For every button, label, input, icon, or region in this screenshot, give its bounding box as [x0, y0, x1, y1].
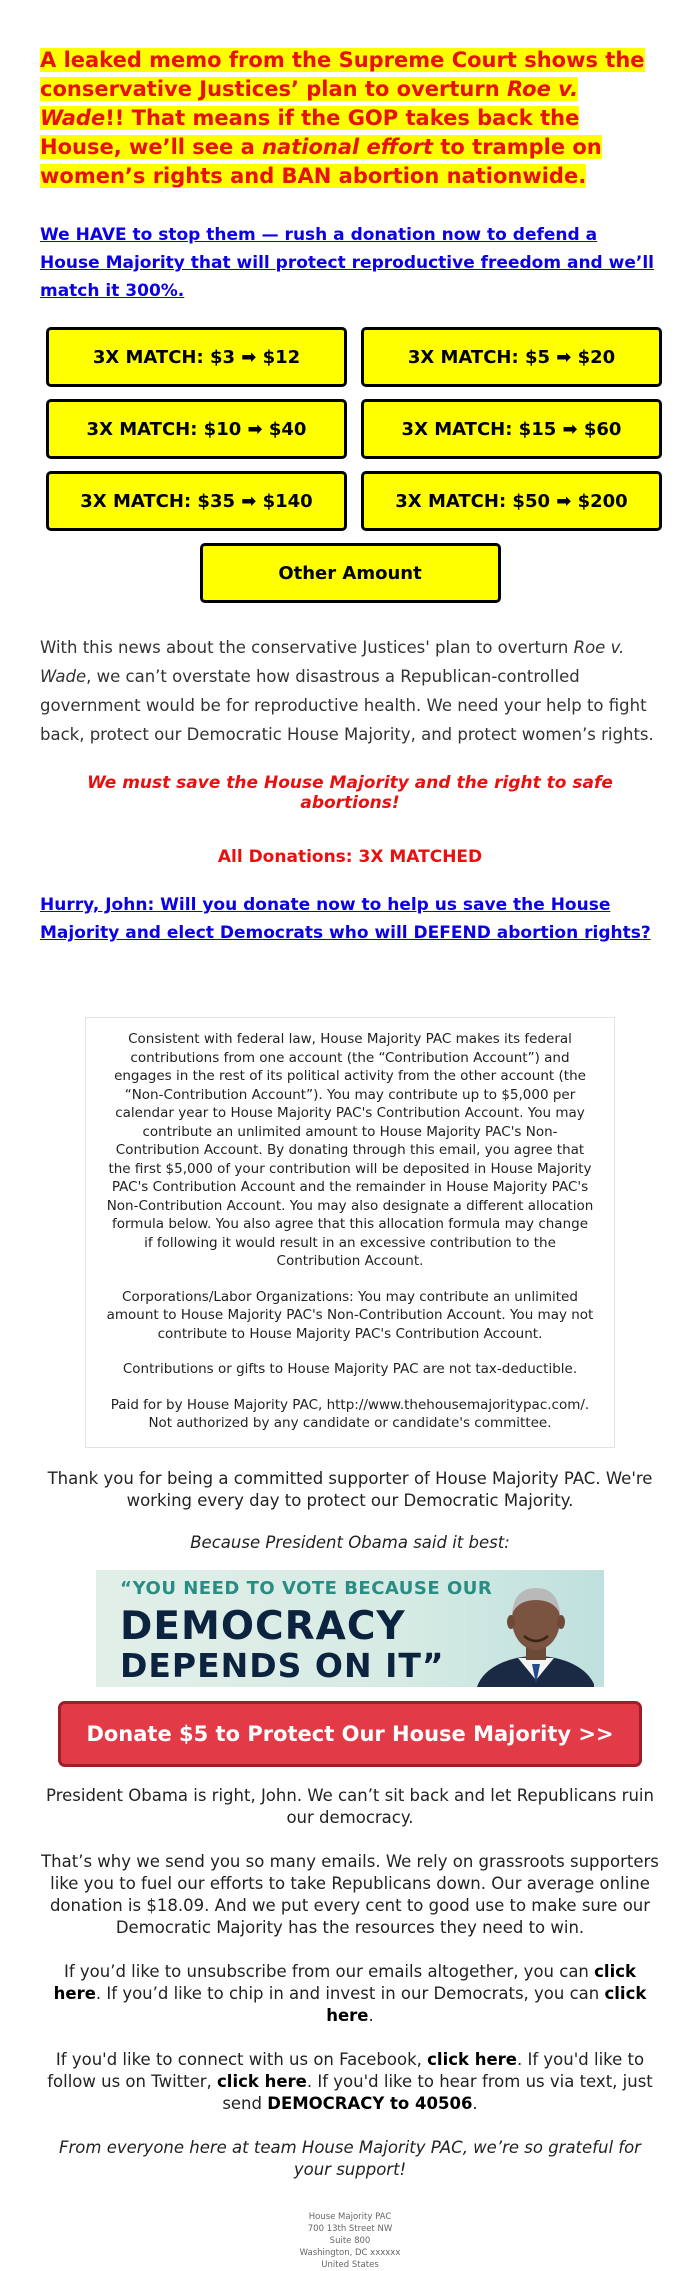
match-button-35[interactable]: 3X MATCH: $35 ➡ $140 [46, 471, 347, 531]
unsubscribe-text-1: If you’d like to unsubscribe from our emails altogether, you can [63, 1961, 595, 1981]
social-text-4: . [472, 2093, 478, 2113]
donation-button-grid [40, 327, 660, 531]
unsubscribe-text-2: . If you’d like to chip in and invest in our Democrats, you can [95, 1983, 605, 2003]
disclaimer-corporations: Corporations/Labor Organizations: You may contribute an unlimited amount to House Majority PAC's Non-Contribution Account. You may not contribute to House Majority PAC's Contribution Account. [106, 1288, 594, 1342]
closing-obama-right: President Obama is right, John. We can’t sit back and let Republicans ruin our democracy. [46, 1785, 654, 1827]
chip-in-link[interactable]: click here [326, 1983, 647, 2025]
body-text-1: With this news about the conservative Justices' plan to overturn [40, 638, 574, 657]
other-amount-button[interactable]: Other Amount [200, 543, 501, 603]
disclaimer-paid-for: Paid for by House Majority PAC, http://www.thehousemajoritypac.com/. Not authorized by any candidate or candidate's committee. [110, 1396, 590, 1431]
intro-donate-link[interactable]: We HAVE to stop them — rush a donation now to defend a House Majority that will protect reproductive freedom and we’ll match it 300%. [40, 225, 654, 301]
address-line-street: 700 13th Street NW [307, 2223, 393, 2234]
headline-roe: Roe v. Wade [40, 77, 579, 130]
headline-text-2: !! That means if the GOP takes back the House, we’ll see a [40, 106, 580, 159]
disclaimer-contribution-accounts: Consistent with federal law, House Majority PAC makes its federal contributions from one account (the “Contribution Account”) and engages in the rest of its political activity from the other account (the “Non-Contribution Account”). You may contribute up to $5,000 per calendar year to House Majority PAC's Contribution Account. You may contribute an unlimited amount to House Majority PAC's Non-Contribution Account. By donating through this email, you agree that the first $5,000 of your contribution will be deposited in House Majority PAC's Contribution Account and the remainder in House Majority PAC's Non-Contribution Account. You may also designate a different allocation formula below. You also agree that this allocation formula may change if following it would result in an excessive contribution to the Contribution Account. [106, 1031, 594, 1269]
closing-section [40, 1785, 660, 2181]
donate-5-button[interactable]: Donate $5 to Protect Our House Majority >> [58, 1701, 642, 1767]
closing-signoff: From everyone here at team House Majority PAC, we’re so grateful for your support! [59, 2137, 641, 2179]
save-majority-line: We must save the House Majority and the right to safe abortions! [87, 773, 613, 813]
address-line-suite: Suite 800 [329, 2235, 371, 2246]
banner-line-2: DEMOCRACY [120, 1603, 406, 1649]
match-button-15[interactable]: 3X MATCH: $15 ➡ $60 [361, 399, 662, 459]
address-line-city: Washington, DC xxxxxx [299, 2247, 401, 2258]
social-text-2: . If you'd like to follow us on Twitter, [47, 2049, 645, 2091]
other-amount-row [40, 543, 660, 603]
obama-quote-banner[interactable] [96, 1570, 604, 1687]
closing-emails-explainer: That’s why we send you so many emails. We rely on grassroots supporters like you to fuel our efforts to take Republicans down. Our average online donation is $18.09. And we put every cent to good use to make sure our Democratic Majority has the resources they need to win. [41, 1851, 659, 1937]
social-text-3: . If you'd like to hear from us via text, just send [222, 2071, 653, 2113]
banner-line-1: “YOU NEED TO VOTE BECAUSE OUR [120, 1577, 493, 1599]
unsubscribe-link[interactable]: click here [53, 1961, 636, 2003]
social-text-1: If you'd like to connect with us on Facebook, [55, 2049, 428, 2069]
mailing-address [40, 2211, 660, 2271]
match-button-50[interactable]: 3X MATCH: $50 ➡ $200 [361, 471, 662, 531]
thanks-text: Thank you for being a committed supporter of House Majority PAC. We're working every day to protect our Democratic Majority. [47, 1468, 653, 1510]
headline-national-effort: national effort [262, 135, 434, 159]
match-button-10[interactable]: 3X MATCH: $10 ➡ $40 [46, 399, 347, 459]
closing-unsubscribe [40, 1961, 660, 2027]
headline-text-1: A leaked memo from the Supreme Court shows the conservative Justices’ plan to overturn [40, 48, 645, 101]
obama-portrait-image [474, 1574, 594, 1687]
obama-intro: Because President Obama said it best: [190, 1532, 510, 1552]
match-button-5[interactable]: 3X MATCH: $5 ➡ $20 [361, 327, 662, 387]
facebook-link[interactable]: click here [427, 2049, 517, 2069]
closing-social [40, 2049, 660, 2115]
all-donations-matched: All Donations: 3X MATCHED [217, 847, 483, 867]
email-body [40, 0, 660, 2271]
unsubscribe-text-3: . [368, 2005, 374, 2025]
text-keyword: DEMOCRACY to 40506 [267, 2093, 473, 2113]
headline [40, 46, 660, 191]
legal-disclaimer [85, 1017, 615, 1448]
body-text-2: , we can’t overstate how disastrous a Republican-controlled government would be for reproductive health. We need your help to fight back, protect our Democratic House Majority, and protect women’s rights. [40, 667, 654, 744]
body-paragraph [40, 633, 660, 749]
address-line-name: House Majority PAC [308, 2211, 392, 2222]
match-button-3[interactable]: 3X MATCH: $3 ➡ $12 [46, 327, 347, 387]
hurry-donate-link[interactable]: Hurry, John: Will you donate now to help us save the House Majority and elect Democrats who will DEFEND abortion rights? [40, 895, 651, 943]
headline-text-3: to trample on women’s rights and BAN abortion nationwide. [40, 135, 602, 188]
address-line-country: United States [321, 2259, 379, 2270]
disclaimer-tax: Contributions or gifts to House Majority PAC are not tax-deductible. [122, 1361, 578, 1377]
twitter-link[interactable]: click here [217, 2071, 307, 2091]
banner-line-3: DEPENDS ON IT” [120, 1645, 445, 1685]
body-roe: Roe v. Wade [40, 638, 625, 686]
